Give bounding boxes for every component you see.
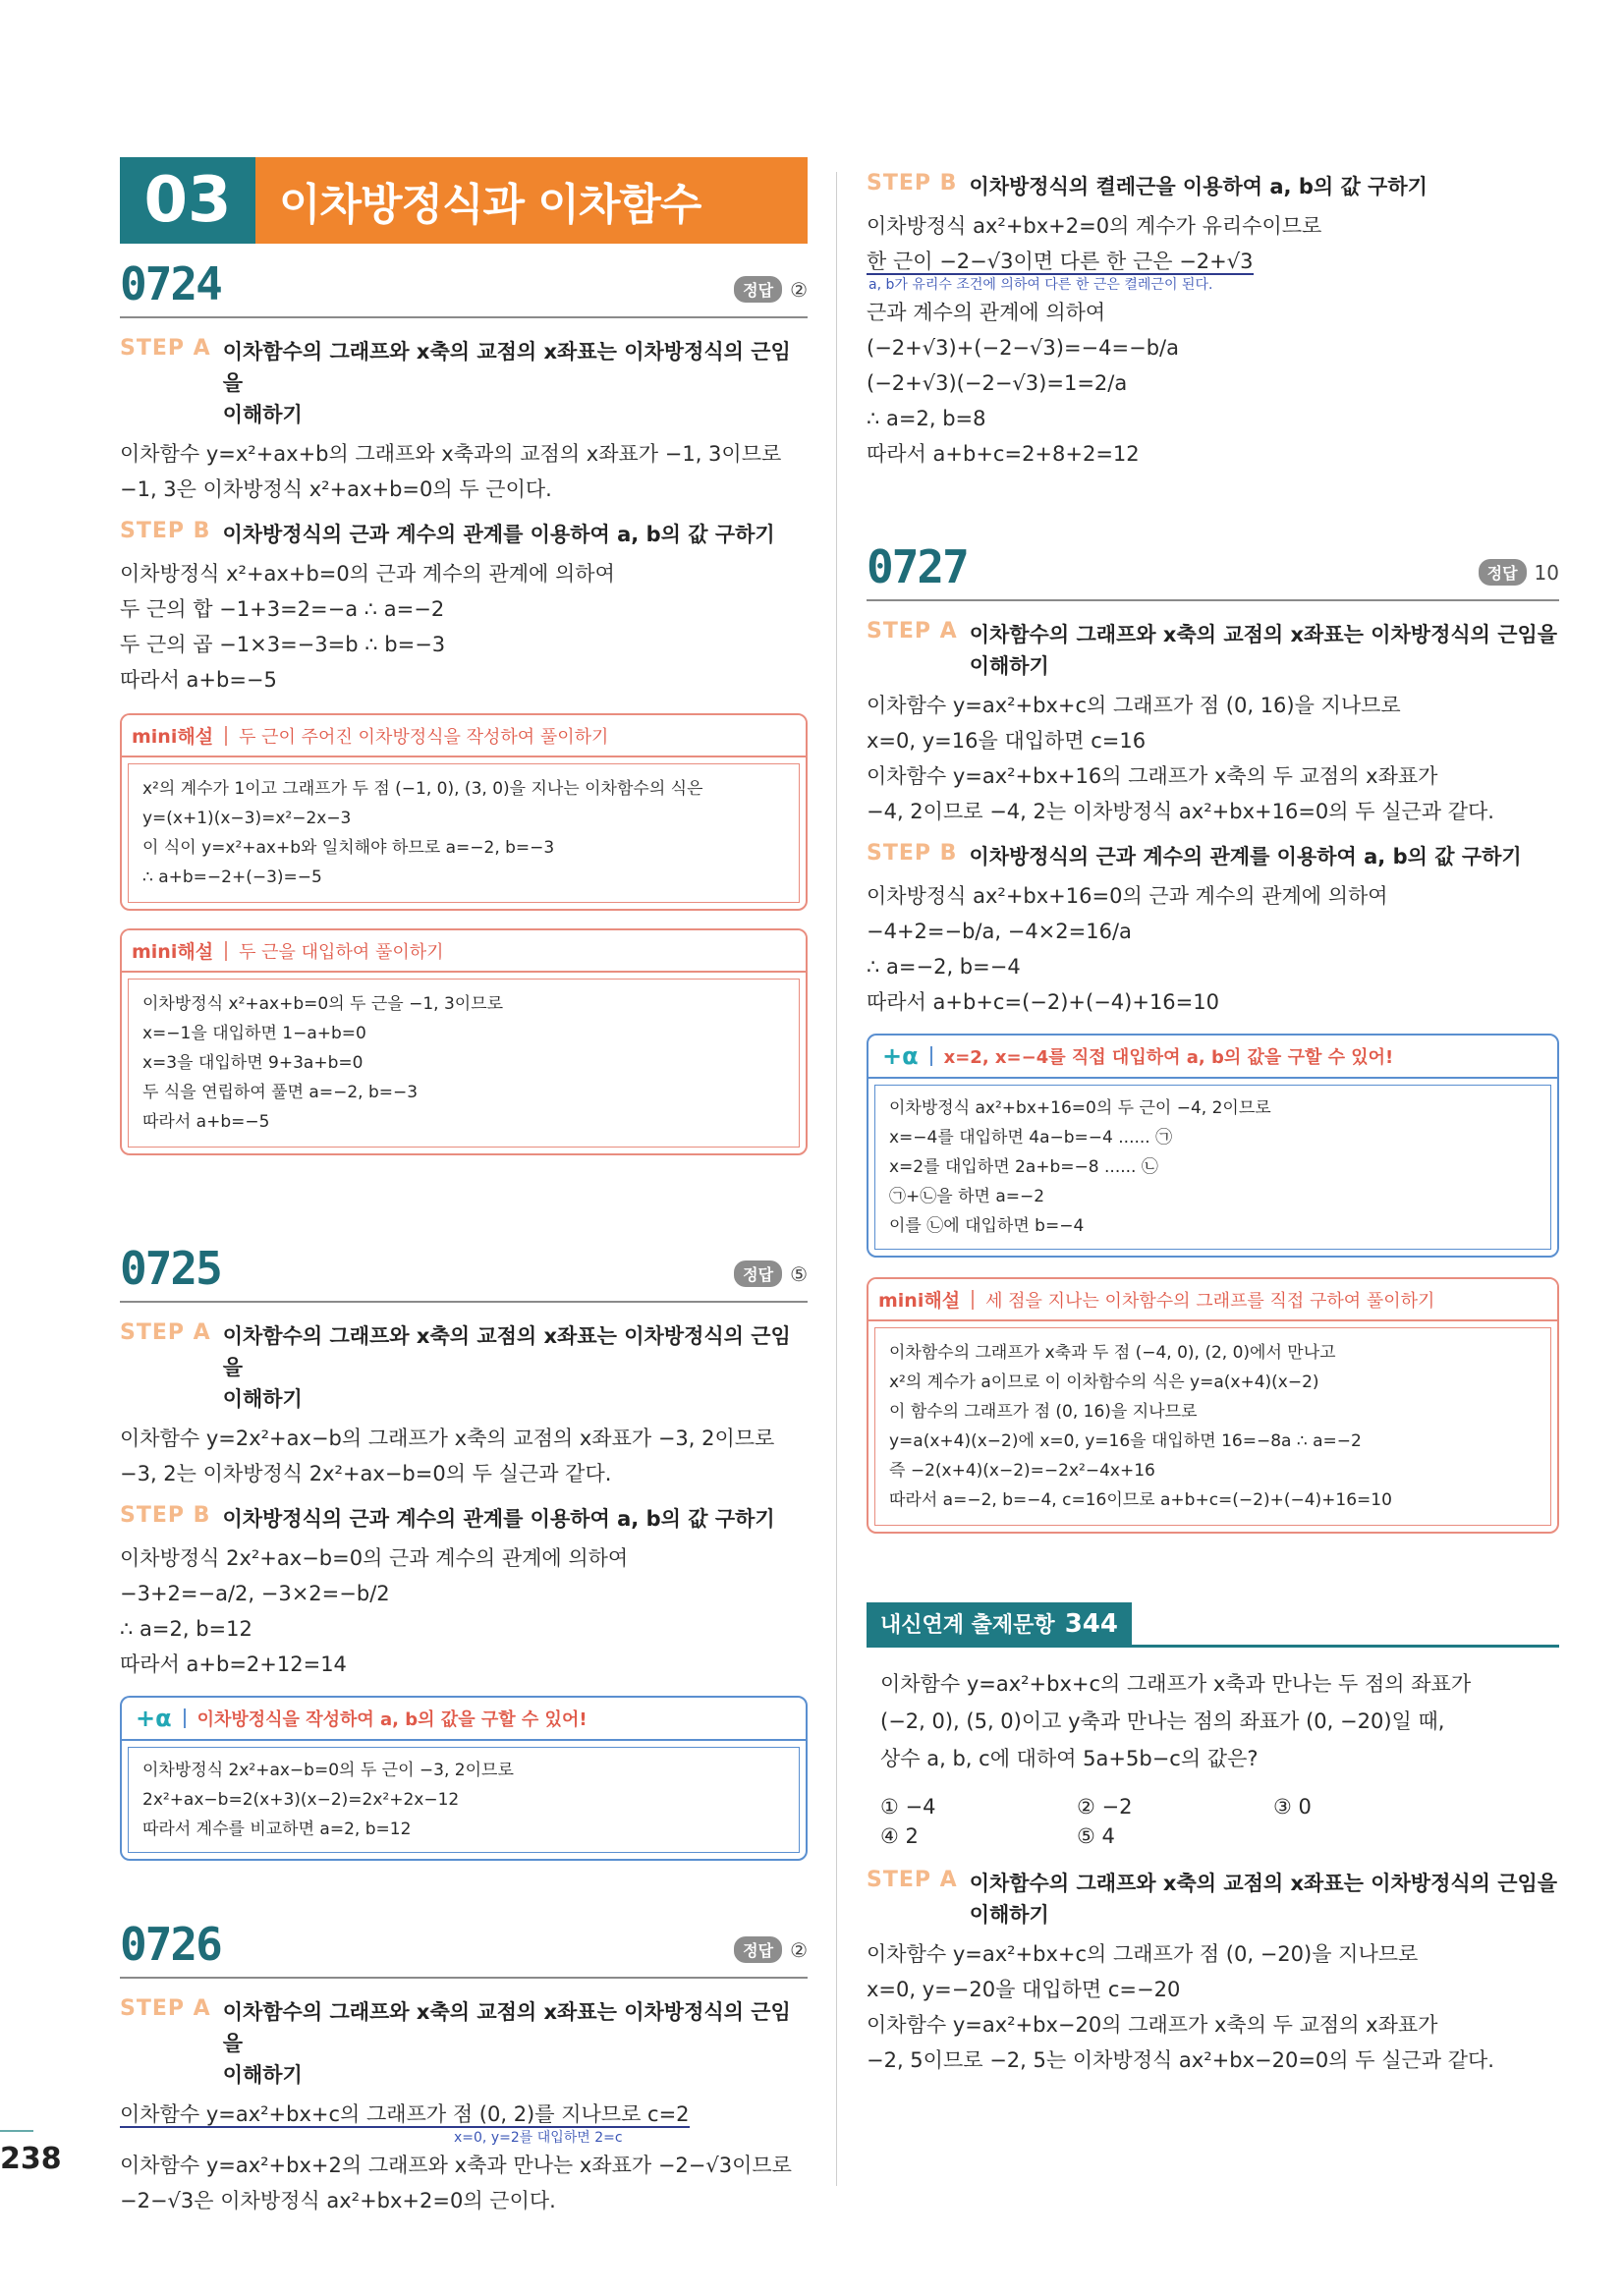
- step-title: [970, 619, 1557, 682]
- plus-line: 2x²+ax−b=2(x+3)(x−2)=2x²+2x−12: [142, 1790, 460, 1810]
- answer-value: ⑤: [790, 1261, 808, 1286]
- step-title-line: 이해하기: [222, 403, 303, 426]
- annotation-note: a, b가 유리수 조건에 의하여 다른 한 근은 켤레근이 된다.: [868, 277, 1213, 293]
- mini-line: 이차함수의 그래프가 x축과 두 점 (−4, 0), (2, 0)에서 만나고: [889, 1343, 1336, 1363]
- text-line: (−2+√3)+(−2−√3)=−4=−b/a: [867, 336, 1179, 360]
- step-title-line: 이차함수의 그래프와 x축의 교점의 x좌표는 이차방정식의 근임을: [222, 2000, 791, 2055]
- choice-3[interactable]: ③ 0: [1273, 1795, 1312, 1819]
- plus-line: ㉠+㉡을 하면 a=−2: [889, 1187, 1045, 1206]
- mini-line: x²의 계수가 1이고 그래프가 두 점 (−1, 0), (3, 0)을 지나는 이차함수의 식은: [142, 779, 703, 799]
- text-line: 두 근의 합 −1+3=2=−a ∴ a=−2: [120, 597, 445, 621]
- plus-body: [128, 1747, 800, 1853]
- text-line: 이차방정식 2x²+ax−b=0의 근과 계수의 관계에 의하여: [120, 1546, 629, 1570]
- plus-label: +α: [882, 1042, 919, 1070]
- column-divider: [836, 172, 837, 2186]
- mini-line: ∴ a+b=−2+(−3)=−5: [142, 868, 322, 887]
- step-title: [223, 336, 808, 430]
- text-line: 이차함수 y=x²+ax+b의 그래프와 x축과의 교점의 x좌표가 −1, 3이므로: [120, 442, 782, 466]
- plus-title: x=2, x=−4를 직접 대입하여 a, b의 값을 구할 수 있어!: [943, 1047, 1394, 1068]
- answer-badge: 정답: [734, 1260, 782, 1287]
- plus-line: x=2를 대입하면 2a+b=−8 ...... ㉡: [889, 1157, 1158, 1177]
- text-line: 이차함수 y=ax²+bx−20의 그래프가 x축의 두 교점의 x좌표가: [867, 2013, 1438, 2037]
- plus-header: [122, 1698, 806, 1741]
- plus-label: +α: [136, 1705, 172, 1732]
- plus-line: 이차방정식 ax²+bx+16=0의 두 근이 −4, 2이므로: [889, 1098, 1271, 1118]
- answer-badge: 정답: [1479, 559, 1527, 586]
- problem-number: 0727: [867, 540, 968, 593]
- mini-solution-box: [867, 1277, 1559, 1534]
- step-title-line: 이해하기: [969, 1903, 1049, 1927]
- mini-line: y=a(x+4)(x−2)에 x=0, y=16을 대입하면 16=−8a ∴ a=−2: [889, 1431, 1362, 1451]
- separator: [225, 726, 227, 746]
- step-tag: STEP A: [120, 1320, 211, 1345]
- answer-badge: 정답: [734, 1936, 782, 1963]
- answer: [1479, 559, 1559, 586]
- text-line: 이차함수 y=ax²+bx+2의 그래프와 x축과 만나는 x좌표가 −2−√3이므로: [120, 2154, 792, 2177]
- right-column: [867, 167, 1559, 2078]
- mini-line: x²의 계수가 a이므로 이 이차함수의 식은 y=a(x+4)(x−2): [889, 1372, 1319, 1392]
- mini-title: 두 근이 주어진 이차방정식을 작성하여 풀이하기: [239, 726, 609, 748]
- mini-solution-box: [120, 928, 808, 1155]
- problem-number: 0726: [120, 1918, 221, 1971]
- text-line: 이차방정식 x²+ax+b=0의 근과 계수의 관계에 의하여: [120, 562, 615, 586]
- text-line: −3+2=−a/2, −3×2=−b/2: [120, 1582, 390, 1605]
- plus-line: 이를 ㉡에 대입하면 b=−4: [889, 1216, 1085, 1236]
- mini-body: [128, 979, 800, 1148]
- step-b: [867, 171, 1559, 202]
- separator: [225, 941, 227, 961]
- mini-line: x=3을 대입하면 9+3a+b=0: [142, 1053, 364, 1073]
- choice-1[interactable]: ① −4: [880, 1795, 936, 1819]
- step-title-line: 이차함수의 그래프와 x축의 교점의 x좌표는 이차방정식의 근임을: [969, 1872, 1558, 1895]
- choice-2[interactable]: ② −2: [1077, 1795, 1133, 1819]
- step-a: [120, 1996, 808, 2091]
- plus-header: [868, 1036, 1557, 1079]
- step-tag: STEP A: [867, 1868, 958, 1892]
- question-line: 이차함수 y=ax²+bx+c의 그래프가 x축과 만나는 두 점의 좌표가: [880, 1672, 1472, 1696]
- text-line: [120, 2097, 808, 2132]
- step-title: [223, 1320, 808, 1415]
- step-tag: STEP A: [120, 1996, 211, 2021]
- mini-line: y=(x+1)(x−3)=x²−2x−3: [142, 809, 352, 828]
- plus-alpha-box: [120, 1696, 808, 1861]
- mini-line: 두 식을 연립하여 풀면 a=−2, b=−3: [142, 1083, 419, 1102]
- text-line: 근과 계수의 관계에 의하여: [867, 301, 1106, 324]
- step-a: [867, 1868, 1559, 1931]
- mini-header: [122, 715, 806, 757]
- page-number: 238: [0, 2142, 62, 2176]
- problem-0724: [120, 257, 808, 1155]
- step-title: [970, 1868, 1557, 1931]
- text-line: 두 근의 곱 −1×3=−3=b ∴ b=−3: [120, 633, 446, 656]
- text-line: 따라서 a+b+c=(−2)+(−4)+16=10: [867, 990, 1219, 1014]
- step-title-line: 이해하기: [222, 2063, 303, 2087]
- step-tag: STEP A: [867, 619, 958, 644]
- separator: [930, 1046, 932, 1066]
- problem-header: [120, 1918, 808, 1979]
- mini-line: 따라서 a=−2, b=−4, c=16이므로 a+b+c=(−2)+(−4)+16=10: [889, 1490, 1392, 1510]
- step-title-line: 이차함수의 그래프와 x축의 교점의 x좌표는 이차방정식의 근임을: [222, 1324, 791, 1379]
- chapter-banner: [120, 157, 808, 244]
- plus-line: x=−4를 대입하면 4a−b=−4 ...... ㉠: [889, 1128, 1173, 1148]
- text-line: 이차함수 y=ax²+bx+c의 그래프가 점 (0, 16)을 지나므로: [867, 694, 1401, 717]
- underlined-text: 한 근이 −2−√3이면 다른 한 근은 −2+√3: [867, 250, 1254, 273]
- mini-label: mini해설: [878, 1290, 961, 1312]
- separator: [972, 1290, 974, 1310]
- mini-line: 따라서 a+b=−5: [142, 1112, 270, 1132]
- mini-line: x=−1을 대입하면 1−a+b=0: [142, 1024, 366, 1043]
- step-title-line: 이해하기: [969, 654, 1049, 678]
- problem-number: 0725: [120, 1242, 221, 1295]
- text-line: 따라서 a+b=2+12=14: [120, 1652, 347, 1676]
- text-line: 이차함수 y=ax²+bx+c의 그래프가 점 (0, −20)을 지나므로: [867, 1942, 1419, 1966]
- page-number-rule: [0, 2130, 33, 2132]
- text-line: −1, 3은 이차방정식 x²+ax+b=0의 두 근이다.: [120, 477, 552, 501]
- mini-label: mini해설: [132, 941, 214, 963]
- step-tag: STEP B: [867, 171, 958, 196]
- text-line: 이차방정식 ax²+bx+2=0의 계수가 유리수이므로: [867, 214, 1322, 238]
- naeshin-label: 내신연계 출제문항: [880, 1613, 1055, 1638]
- mini-label: mini해설: [132, 726, 214, 748]
- mini-line: 이 식이 y=x²+ax+b와 일치해야 하므로 a=−2, b=−3: [142, 838, 555, 858]
- mini-body: [128, 763, 800, 903]
- step-title: 이차방정식의 근과 계수의 관계를 이용하여 a, b의 값 구하기: [222, 523, 775, 546]
- plus-line: 따라서 계수를 비교하면 a=2, b=12: [142, 1820, 412, 1839]
- question-line: 상수 a, b, c에 대하여 5a+5b−c의 값은?: [880, 1747, 1259, 1770]
- text-line: ∴ a=−2, b=−4: [867, 955, 1021, 979]
- step-title-line: 이해하기: [222, 1387, 303, 1411]
- step-tag: STEP B: [120, 519, 211, 543]
- separator: [184, 1708, 186, 1728]
- mini-line: 이차방정식 x²+ax+b=0의 두 근을 −1, 3이므로: [142, 994, 504, 1014]
- step-title: 이차방정식의 켤레근을 이용하여 a, b의 값 구하기: [969, 175, 1428, 198]
- step-title-line: 이차함수의 그래프와 x축의 교점의 x좌표는 이차방정식의 근임을: [222, 340, 791, 395]
- step-a: [867, 619, 1559, 682]
- plus-alpha-box: [867, 1034, 1559, 1258]
- step-title: [223, 1996, 808, 2091]
- step-b: [120, 1503, 808, 1535]
- text-line: −2−√3은 이차방정식 ax²+bx+2=0의 근이다.: [120, 2189, 556, 2212]
- plus-body: [874, 1085, 1551, 1250]
- choices: [880, 1795, 1559, 1848]
- mini-title: 두 근을 대입하여 풀이하기: [239, 941, 444, 963]
- step-tag: STEP B: [867, 841, 958, 866]
- naeshin-tag: [867, 1602, 1132, 1645]
- step-a: [120, 336, 808, 430]
- naeshin-header: [867, 1602, 1559, 1648]
- text-line: 따라서 a+b+c=2+8+2=12: [867, 442, 1140, 466]
- problem-0727: [867, 540, 1559, 1534]
- text-line: 이차방정식 ax²+bx+16=0의 근과 계수의 관계에 의하여: [867, 884, 1388, 908]
- problem-0726-continued: [867, 171, 1559, 472]
- text-line: x=0, y=16을 대입하면 c=16: [867, 729, 1147, 753]
- problem-0726: [120, 1918, 808, 2218]
- plus-line: 이차방정식 2x²+ax−b=0의 두 근이 −3, 2이므로: [142, 1761, 514, 1780]
- mini-header: [868, 1279, 1557, 1321]
- text-line: (−2+√3)(−2−√3)=1=2/a: [867, 371, 1128, 395]
- problem-header: [120, 257, 808, 318]
- text-line: −2, 5이므로 −2, 5는 이차방정식 ax²+bx−20=0의 두 실근과 같다.: [867, 2048, 1494, 2072]
- mini-body: [874, 1327, 1551, 1526]
- text-line: −4, 2이므로 −4, 2는 이차방정식 ax²+bx+16=0의 두 실근과 같다.: [867, 800, 1494, 823]
- answer-value: 10: [1534, 560, 1559, 585]
- step-tag: STEP A: [120, 336, 211, 361]
- mini-header: [122, 930, 806, 973]
- step-tag: STEP B: [120, 1503, 211, 1528]
- text-line: 이차함수 y=ax²+bx+16의 그래프가 x축의 두 교점의 x좌표가: [867, 764, 1438, 788]
- choice-5[interactable]: ⑤ 4: [1077, 1824, 1115, 1848]
- choice-4[interactable]: ④ 2: [880, 1824, 919, 1848]
- problem-header: [120, 1242, 808, 1303]
- text-line: 이차함수 y=2x²+ax−b의 그래프가 x축의 교점의 x좌표가 −3, 2이므로: [120, 1427, 775, 1450]
- mini-solution-box: [120, 713, 808, 911]
- annotation-note: x=0, y=2를 대입하면 2=c: [454, 2130, 623, 2146]
- question-line: (−2, 0), (5, 0)이고 y축과 만나는 점의 좌표가 (0, −20)일 때,: [880, 1709, 1445, 1733]
- answer-value: ②: [790, 277, 808, 302]
- step-title-line: 이차함수의 그래프와 x축의 교점의 x좌표는 이차방정식의 근임을: [969, 623, 1558, 646]
- text-line: 따라서 a+b=−5: [120, 668, 277, 692]
- underlined-text: 이차함수 y=ax²+bx+c의 그래프가 점 (0, 2)를 지나므로 c=2: [120, 2102, 690, 2126]
- problem-header: [867, 540, 1559, 601]
- step-b: [867, 841, 1559, 872]
- text-line: ∴ a=2, b=8: [867, 407, 986, 430]
- chapter-number: 03: [120, 157, 255, 244]
- text-line: [867, 244, 1559, 279]
- plus-title: 이차방정식을 작성하여 a, b의 값을 구할 수 있어!: [196, 1709, 588, 1730]
- mini-line: 즉 −2(x+4)(x−2)=−2x²−4x+16: [889, 1461, 1155, 1481]
- mini-line: 이 함수의 그래프가 점 (0, 16)을 지나므로: [889, 1402, 1198, 1422]
- mini-title: 세 점을 지나는 이차함수의 그래프를 직접 구하여 풀이하기: [985, 1290, 1435, 1312]
- chapter-title: 이차방정식과 이차함수: [255, 157, 808, 244]
- step-b: [120, 519, 808, 550]
- naeshin-problem: [867, 1602, 1559, 2078]
- answer-value: ②: [790, 1937, 808, 1962]
- answer: [734, 276, 808, 303]
- step-title: 이차방정식의 근과 계수의 관계를 이용하여 a, b의 값 구하기: [222, 1507, 775, 1531]
- text-line: ∴ a=2, b=12: [120, 1617, 252, 1641]
- left-column: [120, 157, 808, 2218]
- naeshin-number: 344: [1064, 1609, 1118, 1639]
- answer: [734, 1260, 808, 1287]
- step-title: 이차방정식의 근과 계수의 관계를 이용하여 a, b의 값 구하기: [969, 845, 1522, 868]
- text-line: −3, 2는 이차방정식 2x²+ax−b=0의 두 실근과 같다.: [120, 1462, 612, 1485]
- step-a: [120, 1320, 808, 1415]
- text-line: −4+2=−b/a, −4×2=16/a: [867, 920, 1132, 943]
- text-line: x=0, y=−20을 대입하면 c=−20: [867, 1978, 1181, 2001]
- problem-0725: [120, 1242, 808, 1861]
- answer: [734, 1936, 808, 1963]
- problem-number: 0724: [120, 257, 221, 310]
- answer-badge: 정답: [734, 276, 782, 303]
